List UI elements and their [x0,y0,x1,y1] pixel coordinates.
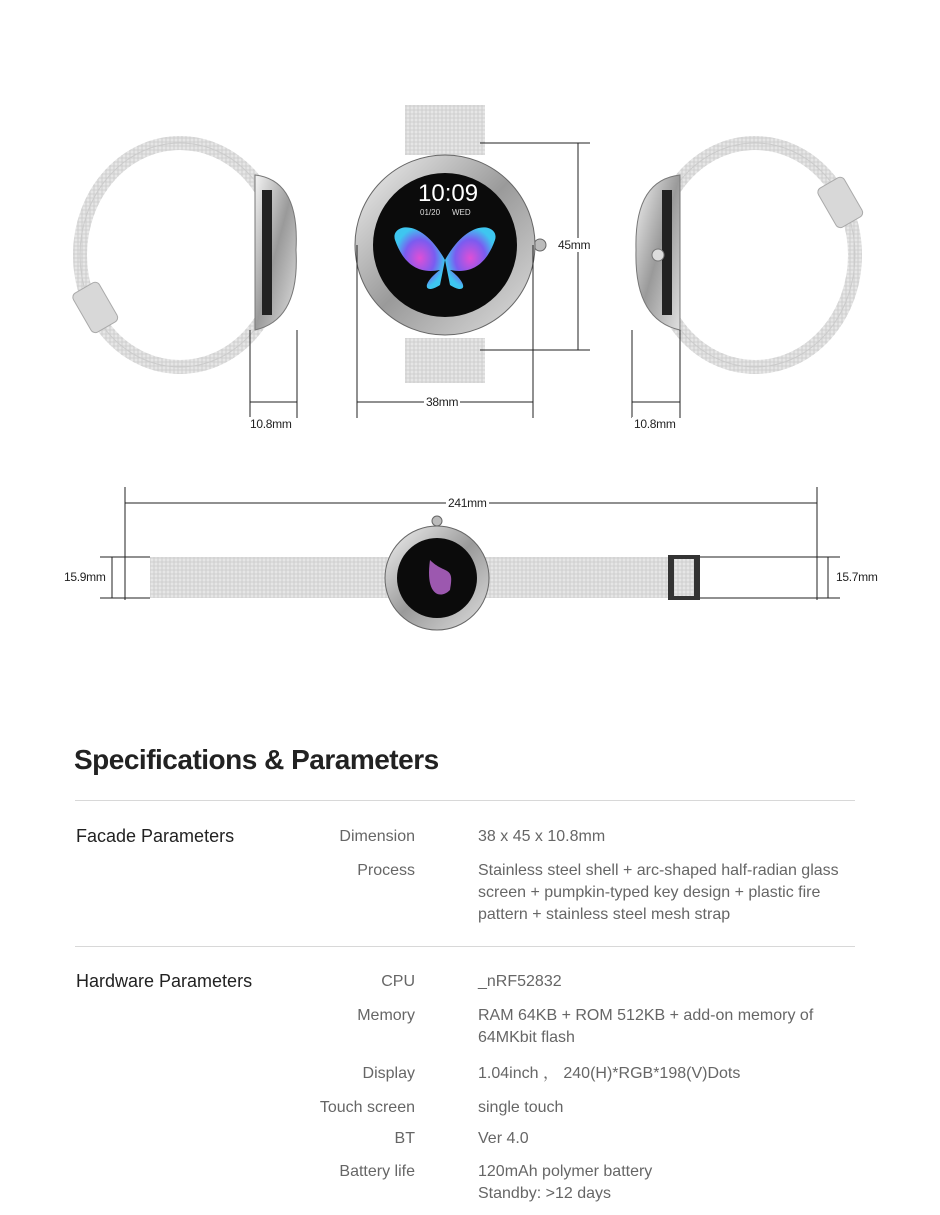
spec-value: _nRF52832 [478,973,562,990]
watch-day: WED [452,208,471,217]
total-length-dimension: 241mm [448,496,487,510]
section-title: Hardware Parameters [76,971,253,991]
thickness-right-dimension: 10.8mm [634,417,676,431]
page-title: Specifications & Parameters [74,744,439,775]
spec-label: Battery life [339,1163,415,1180]
watch-side-view-right [636,143,865,367]
thickness-left-dimension: 10.8mm [250,417,292,431]
spec-value: 38 x 45 x 10.8mm [478,828,606,845]
watch-flat-view [150,516,700,630]
watch-front-view [355,105,546,383]
watch-date: 01/20 [420,208,441,217]
width-dimension: 38mm [426,395,459,409]
spec-value: 1.04inch ， 240(H)*RGB*198(V)Dots [478,1065,741,1082]
divider [75,946,855,947]
spec-label: CPU [381,973,415,990]
spec-label: Touch screen [319,1099,415,1116]
spec-value: Ver 4.0 [478,1130,529,1147]
spec-label: Memory [357,1007,415,1024]
watch-time: 10:09 [418,180,479,207]
spec-value: Standby: >12 days [478,1185,611,1202]
section-title: Facade Parameters [76,826,235,846]
spec-label: Display [362,1065,415,1082]
spec-value: single touch [478,1099,564,1116]
spec-value: 120mAh polymer battery [478,1163,653,1180]
spec-label: BT [394,1130,415,1147]
spec-value: Stainless steel shell + arc-shaped half-radian glass screen + pumpkin-typed key design + plastic fire pattern + stainless steel mesh strap [478,862,839,923]
spec-value: RAM 64KB + ROM 512KB + add-on memory of 64MKbit flash [478,1007,814,1046]
spec-label: Process [357,862,415,879]
height-dimension: 45mm [558,238,591,252]
spec-label: Dimension [339,828,415,845]
strap-left-dimension: 15.9mm [64,570,106,584]
strap-right-dimension: 15.7mm [836,570,878,584]
watch-side-view-left [71,143,296,367]
divider [75,800,855,801]
